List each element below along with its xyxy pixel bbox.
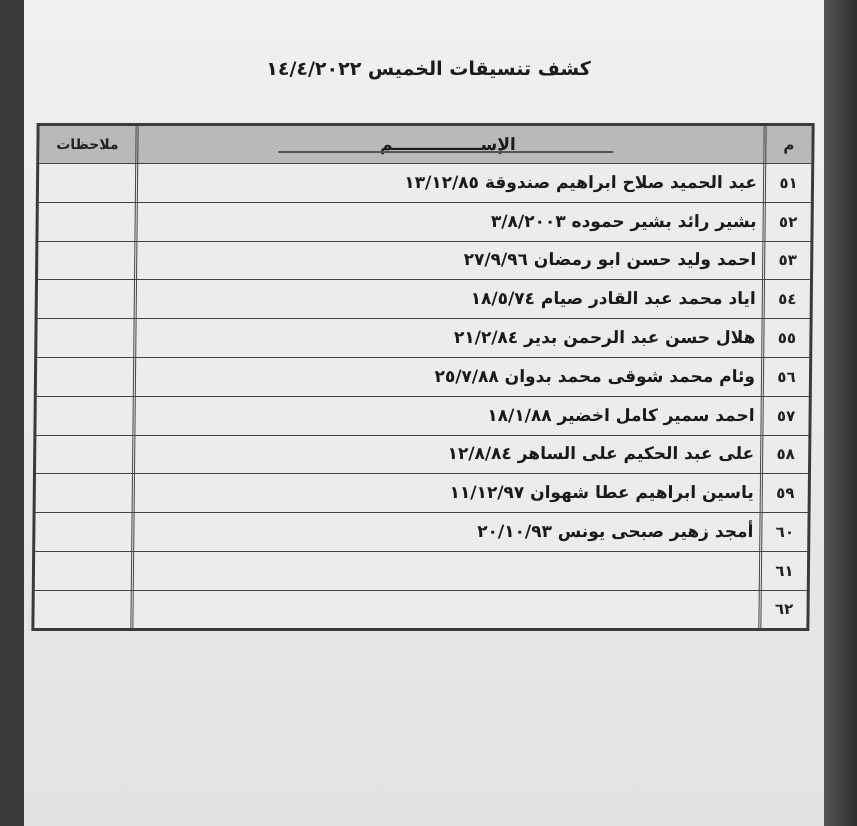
row-number: ٦٢ <box>758 591 806 628</box>
table-row <box>38 280 810 319</box>
row-number: ٥١ <box>763 164 811 202</box>
row-number: ٦١ <box>759 552 807 590</box>
row-notes <box>38 203 134 241</box>
row-notes <box>34 591 130 628</box>
table-row <box>38 203 810 242</box>
row-number: ٥٤ <box>762 280 810 318</box>
table-row <box>36 436 808 475</box>
row-notes <box>36 474 132 512</box>
table-row <box>36 397 808 436</box>
table-row <box>39 164 811 203</box>
table-row <box>34 591 806 628</box>
background-edge <box>824 0 857 826</box>
table-row <box>36 474 808 513</box>
row-notes <box>36 397 132 435</box>
row-name: بشير رائد بشير حموده ٣/٨/٢٠٠٣ <box>134 203 762 241</box>
row-number: ٦٠ <box>759 513 807 551</box>
row-name: أمجد زهير صبحى يونس ٢٠/١٠/٩٣ <box>131 513 759 551</box>
row-notes <box>36 436 132 474</box>
row-name: احمد وليد حسن ابو رمضان ٢٧/٩/٩٦ <box>134 242 762 280</box>
table-header-row <box>39 126 811 164</box>
row-name <box>131 552 759 590</box>
table-row <box>37 358 809 397</box>
document-title: كشف تنسيقات الخميس ١٤/٤/٢٠٢٢ <box>266 58 591 80</box>
header-name-label: الإســـــــــــــــم <box>379 134 516 155</box>
row-name <box>130 591 758 628</box>
row-number: ٥٢ <box>762 203 810 241</box>
row-name: عبد الحميد صلاح ابراهيم صندوقة ١٣/١٢/٨٥ <box>135 164 763 202</box>
row-notes <box>35 552 131 590</box>
header-notes: ملاحظات <box>39 126 135 163</box>
row-name: هلال حسن عبد الرحمن بدير ٢١/٢/٨٤ <box>133 319 761 357</box>
names-table <box>31 123 814 631</box>
row-notes <box>35 513 131 551</box>
row-name: اياد محمد عبد القادر صيام ١٨/٥/٧٤ <box>134 280 762 318</box>
row-name: ياسين ابراهيم عطا شهوان ١١/١٢/٩٧ <box>132 474 760 512</box>
table-row <box>35 513 807 552</box>
row-name: احمد سمير كامل اخضير ١٨/١/٨٨ <box>132 397 760 435</box>
row-notes <box>38 280 134 318</box>
row-number: ٥٩ <box>760 474 808 512</box>
row-number: ٥٥ <box>761 319 809 357</box>
table-row <box>35 552 807 591</box>
header-name <box>135 126 763 163</box>
row-notes <box>39 164 135 202</box>
table-row <box>37 319 809 358</box>
row-notes <box>37 319 133 357</box>
row-number: ٥٣ <box>762 242 810 280</box>
row-notes <box>37 358 133 396</box>
row-number: ٥٧ <box>760 397 808 435</box>
row-name: على عبد الحكيم على الساهر ١٢/٨/٨٤ <box>132 436 760 474</box>
row-name: وئام محمد شوقى محمد بدوان ٢٥/٧/٨٨ <box>133 358 761 396</box>
header-num: م <box>763 126 811 163</box>
row-notes <box>38 242 134 280</box>
header-underline <box>278 151 613 153</box>
table-row <box>38 242 810 281</box>
row-number: ٥٦ <box>761 358 809 396</box>
row-number: ٥٨ <box>760 436 808 474</box>
